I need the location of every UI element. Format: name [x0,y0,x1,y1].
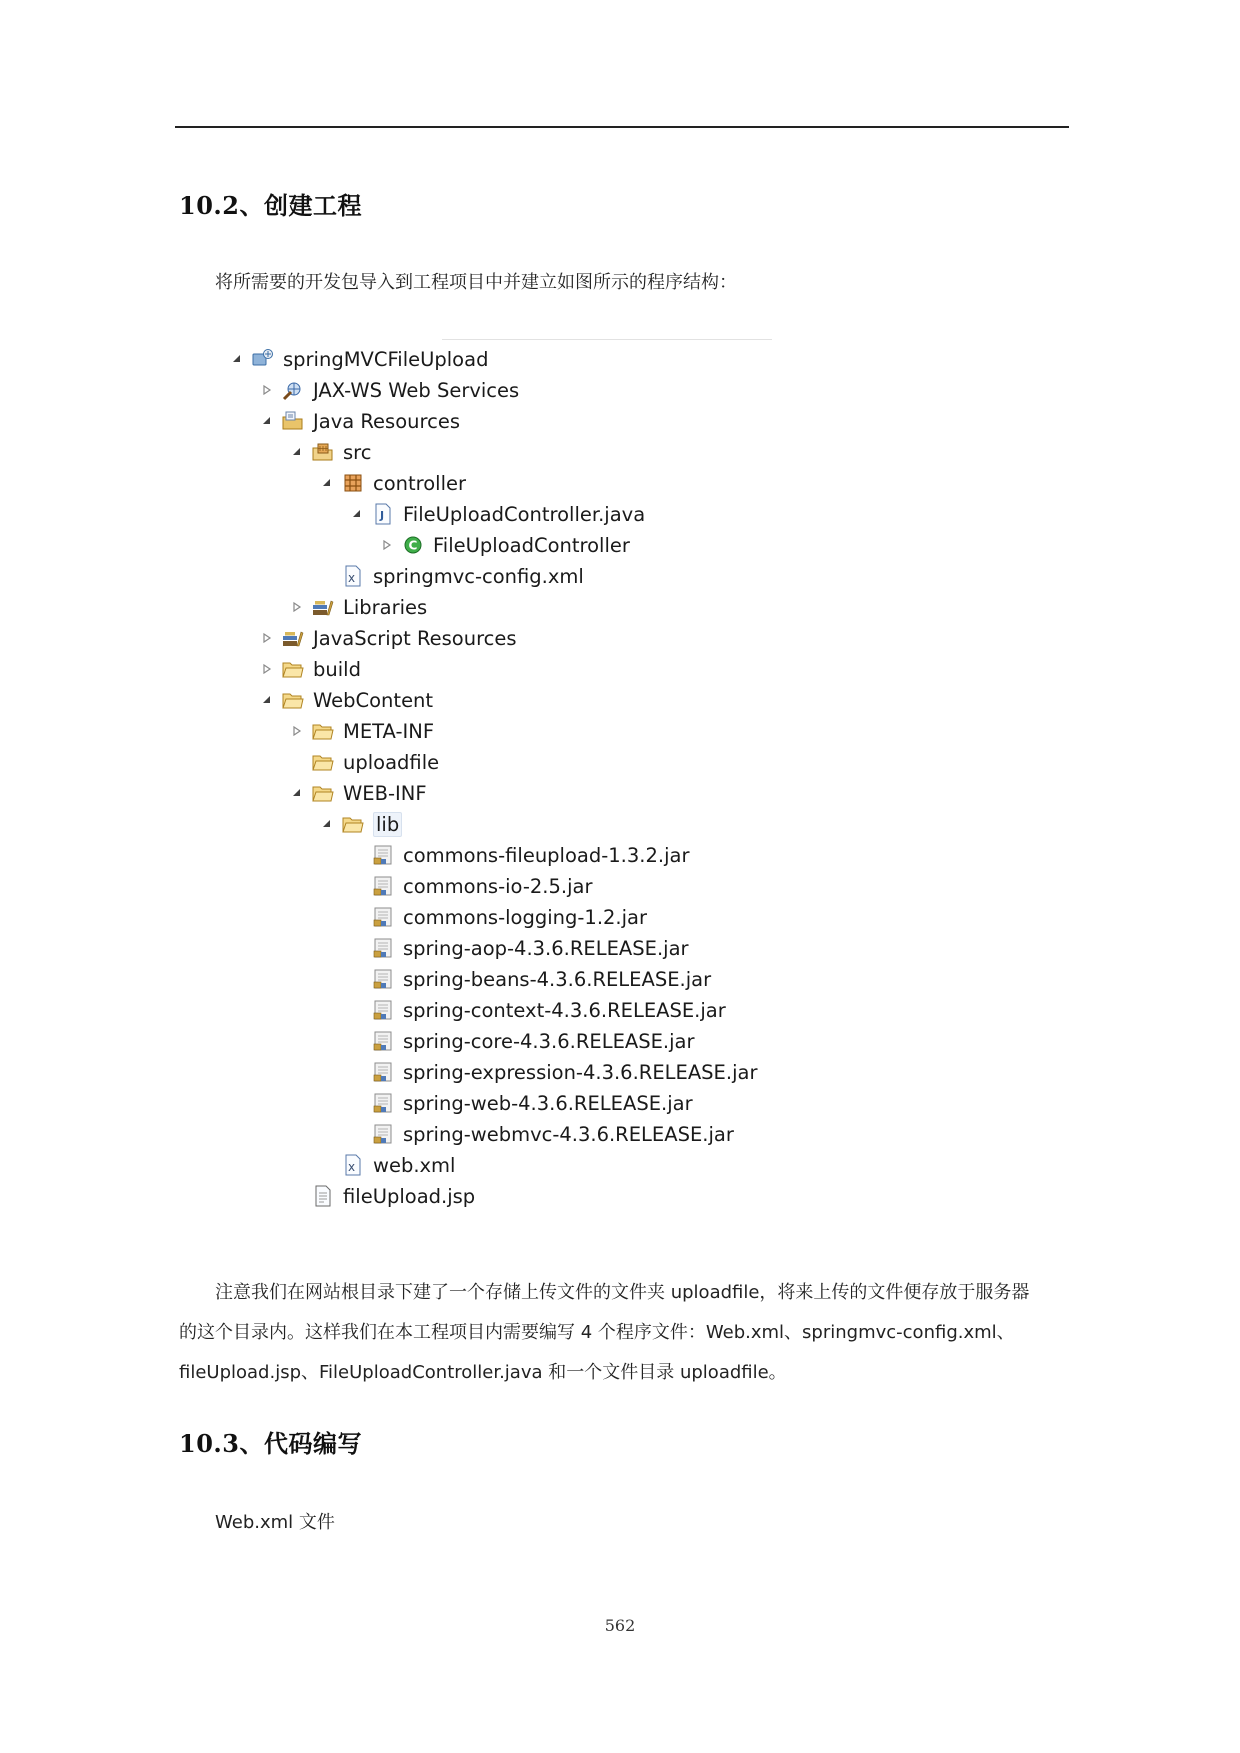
toggle-spacer [350,1003,364,1017]
expanded-arrow-icon[interactable] [260,414,274,428]
tree-item[interactable] [350,841,689,869]
tree-item-label: fileUpload.jsp [343,1184,476,1208]
tree-item[interactable] [320,469,466,497]
toggle-spacer [350,879,364,893]
toggle-spacer [350,848,364,862]
tree-item[interactable] [350,903,647,931]
tree-item-label: META-INF [343,719,435,743]
tree-item-label: commons-logging-1.2.jar [403,905,648,929]
tree-item-label: web.xml [373,1153,456,1177]
tree-item[interactable] [260,376,519,404]
tree-item-label: spring-beans-4.3.6.RELEASE.jar [403,967,712,991]
tree-item[interactable] [260,686,433,714]
collapsed-arrow-icon[interactable] [260,662,274,676]
project-explorer-tree [230,335,790,1215]
project-icon [252,348,274,370]
tree-item[interactable] [320,1151,455,1179]
tree-item-label: spring-webmvc-4.3.6.RELEASE.jar [403,1122,734,1146]
paragraph-line-2: 的这个目录内。这样我们在本工程项目内需要编写 4 个程序文件：Web.xml、springmvc-config.xml、 [179,1322,1015,1343]
library-icon [312,596,334,618]
toggle-spacer [320,1158,334,1172]
paragraph-line-3: fileUpload.jsp、FileUploadController.java 和一个文件目录 uploadfile。 [179,1362,787,1383]
tree-item[interactable] [290,779,427,807]
tree-item-label: FileUploadController.java [403,502,646,526]
tree-item-label: springmvc-config.xml [373,564,584,588]
toggle-spacer [350,1034,364,1048]
xml-file-icon [342,1154,364,1176]
paragraph-line-1: 注意我们在网站根目录下建了一个存储上传文件的文件夹 uploadfile，将来上传的文件便存放于服务器 [215,1282,1030,1303]
toggle-spacer [350,941,364,955]
collapsed-arrow-icon[interactable] [260,383,274,397]
jar-icon [372,968,394,990]
jar-icon [372,937,394,959]
folder-icon [312,782,334,804]
toggle-spacer [350,910,364,924]
toggle-spacer [290,755,304,769]
tree-item-label: spring-aop-4.3.6.RELEASE.jar [403,936,689,960]
jar-icon [372,875,394,897]
folder-icon [312,720,334,742]
toggle-spacer [350,1096,364,1110]
header-rule [175,126,1069,128]
source-folder-icon [312,441,334,463]
tree-item[interactable] [350,1058,757,1086]
jar-icon [372,1030,394,1052]
library-icon [282,627,304,649]
tree-item-label: lib [373,812,402,837]
jar-icon [372,1061,394,1083]
expanded-arrow-icon[interactable] [260,693,274,707]
java-resources-icon [282,410,304,432]
tree-item-label: Java Resources [313,409,460,433]
jar-icon [372,1092,394,1114]
jar-icon [372,906,394,928]
tree-item[interactable] [290,438,371,466]
jar-icon [372,844,394,866]
toggle-spacer [320,569,334,583]
tree-item-label: JAX-WS Web Services [313,378,520,402]
section-heading-create-project: 10.2、创建工程 [179,191,362,220]
tree-item[interactable] [290,593,427,621]
folder-icon [282,689,304,711]
tree-item-label: springMVCFileUpload [283,347,489,371]
tree-item[interactable] [260,655,361,683]
collapsed-arrow-icon[interactable] [260,631,274,645]
java-file-icon [372,503,394,525]
expanded-arrow-icon[interactable] [290,445,304,459]
collapsed-arrow-icon[interactable] [290,724,304,738]
tree-item[interactable] [320,562,584,590]
tree-item[interactable] [350,1120,734,1148]
tree-item[interactable] [290,717,434,745]
tree-item-label: commons-io-2.5.jar [403,874,593,898]
tree-item-label: spring-web-4.3.6.RELEASE.jar [403,1091,693,1115]
folder-icon [312,751,334,773]
collapsed-arrow-icon[interactable] [380,538,394,552]
tree-item[interactable] [320,810,402,838]
jar-icon [372,1123,394,1145]
tree-item-label: src [343,440,372,464]
toggle-spacer [290,1189,304,1203]
tree-item[interactable] [350,1089,693,1117]
tree-item-label: JavaScript Resources [313,626,517,650]
section-heading-code-writing: 10.3、代码编写 [179,1429,362,1458]
expanded-arrow-icon[interactable] [290,786,304,800]
tree-item[interactable] [350,934,689,962]
tree-item-label: WebContent [313,688,434,712]
tree-item-label: Libraries [343,595,428,619]
tree-item[interactable] [260,407,460,435]
expanded-arrow-icon[interactable] [230,352,244,366]
class-icon [402,534,424,556]
tree-item[interactable] [230,345,488,373]
tree-item-label: WEB-INF [343,781,427,805]
tree-item[interactable] [380,531,630,559]
jsp-file-icon [312,1185,334,1207]
webservices-icon [282,379,304,401]
tree-item[interactable] [350,965,711,993]
package-icon [342,472,364,494]
tree-item-label: build [313,657,361,681]
collapsed-arrow-icon[interactable] [290,600,304,614]
svg-text:x: x [348,571,356,585]
svg-text:J: J [380,509,385,522]
tree-item-label: FileUploadController [433,533,630,557]
tree-item-label: controller [373,471,467,495]
tree-top-divider [442,339,772,340]
tree-item-label: spring-context-4.3.6.RELEASE.jar [403,998,726,1022]
folder-icon [342,813,364,835]
tree-item-label: spring-core-4.3.6.RELEASE.jar [403,1029,695,1053]
tree-item[interactable] [260,624,517,652]
expanded-arrow-icon[interactable] [320,476,334,490]
tree-item[interactable] [290,1182,475,1210]
tree-item[interactable] [350,1027,695,1055]
tree-item[interactable] [350,996,726,1024]
toggle-spacer [350,1127,364,1141]
tree-item-label: spring-expression-4.3.6.RELEASE.jar [403,1060,758,1084]
xml-file-icon [342,565,364,587]
folder-icon [282,658,304,680]
tree-item[interactable] [350,872,592,900]
tree-item-label: commons-fileupload-1.3.2.jar [403,843,690,867]
tree-item[interactable] [290,748,439,776]
jar-icon [372,999,394,1021]
toggle-spacer [350,972,364,986]
svg-text:C: C [408,538,418,553]
tree-item-label: uploadfile [343,750,440,774]
intro-text: 将所需要的开发包导入到工程项目中并建立如图所示的程序结构： [215,272,737,293]
expanded-arrow-icon[interactable] [350,507,364,521]
svg-text:x: x [348,1160,356,1174]
page-number: 562 [604,1616,636,1635]
toggle-spacer [350,1065,364,1079]
expanded-arrow-icon[interactable] [320,817,334,831]
webxml-subtitle: Web.xml 文件 [215,1512,335,1533]
tree-item[interactable] [350,500,645,528]
